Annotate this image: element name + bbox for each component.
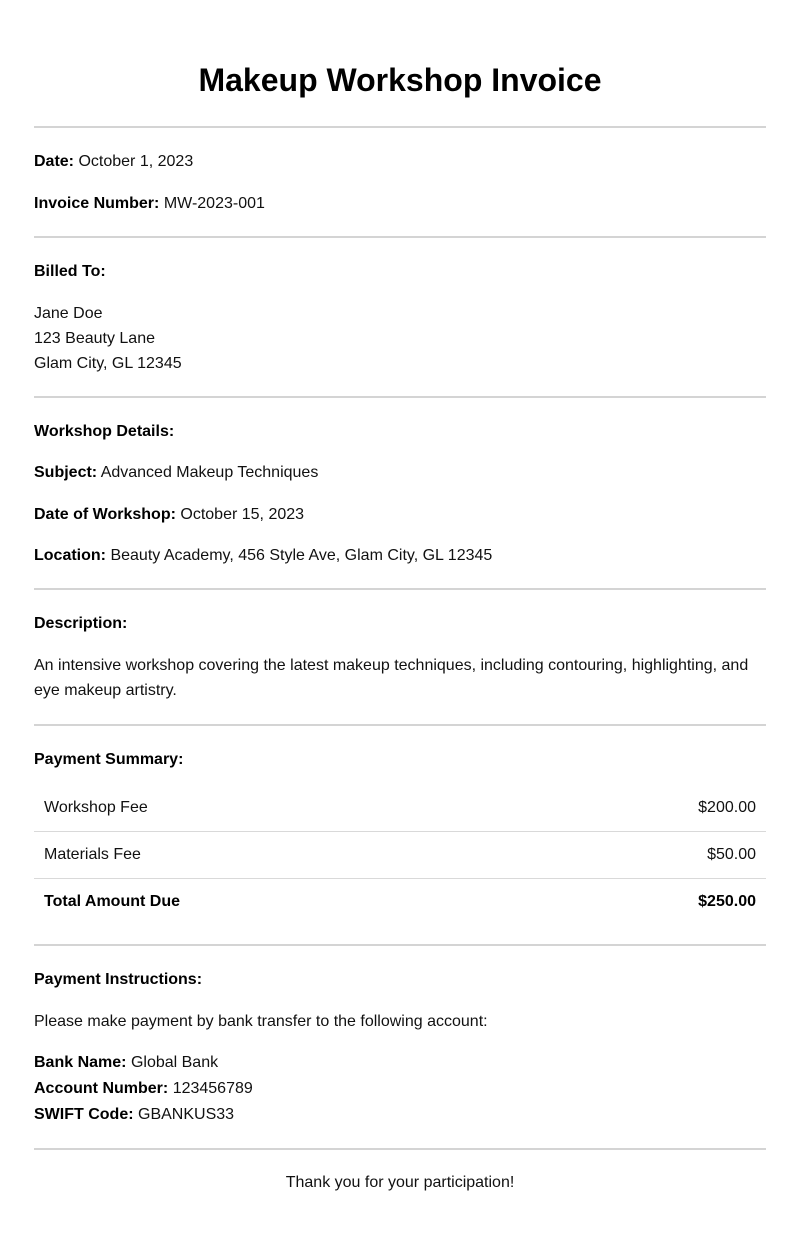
invoice-page <box>34 0 766 1196</box>
billed-to-city: Glam City, GL 12345 <box>34 355 182 372</box>
total-amount: $250.00 <box>698 893 756 911</box>
billed-to-section <box>34 238 766 376</box>
workshop-details-section <box>34 398 766 569</box>
fee-amount: $200.00 <box>522 785 766 832</box>
workshop-location <box>34 543 766 569</box>
account-number <box>34 1076 766 1102</box>
workshop-date <box>34 502 766 528</box>
billed-to-street: 123 Beauty Lane <box>34 330 155 347</box>
workshop-subject-value: Advanced Makeup Techniques <box>100 464 319 481</box>
invoice-number-value: MW-2023-001 <box>163 195 265 212</box>
description-section <box>34 590 766 703</box>
bank-name <box>34 1050 766 1076</box>
billed-to-name: Jane Doe <box>34 305 103 322</box>
bank-name-value: Global Bank <box>130 1054 219 1071</box>
table-row <box>34 785 766 832</box>
invoice-date-value: October 1, 2023 <box>78 153 194 170</box>
payment-summary-heading: Payment Summary: <box>34 751 184 768</box>
invoice-date <box>34 149 766 175</box>
description-heading: Description: <box>34 615 128 632</box>
workshop-subject <box>34 460 766 486</box>
invoice-number <box>34 191 766 217</box>
description-text: An intensive workshop covering the latest makeup techniques, including contouring, highlighting, and eye makeup artistry. <box>34 657 749 699</box>
table-row <box>34 832 766 879</box>
fee-label: Workshop Fee <box>34 785 522 832</box>
swift-code-value: GBANKUS33 <box>138 1106 235 1123</box>
total-label: Total Amount Due <box>44 893 180 911</box>
fee-label: Materials Fee <box>34 832 522 879</box>
billed-to-heading: Billed To: <box>34 263 106 280</box>
invoice-number-label: Invoice Number: <box>34 195 160 212</box>
workshop-location-label: Location: <box>34 547 106 564</box>
workshop-details-heading: Workshop Details: <box>34 423 175 440</box>
workshop-subject-label: Subject: <box>34 464 98 481</box>
divider <box>34 1148 766 1150</box>
workshop-date-value: October 15, 2023 <box>180 506 305 523</box>
payment-instructions-heading: Payment Instructions: <box>34 971 203 988</box>
swift-code-label: SWIFT Code: <box>34 1106 134 1123</box>
bank-name-label: Bank Name: <box>34 1054 127 1071</box>
account-number-label: Account Number: <box>34 1080 169 1097</box>
payment-instructions-intro: Please make payment by bank transfer to the following account: <box>34 1013 488 1030</box>
fee-amount: $50.00 <box>522 832 766 879</box>
total-row <box>34 879 766 926</box>
invoice-date-label: Date: <box>34 153 75 170</box>
thank-you-message: Thank you for your participation! <box>285 1174 515 1191</box>
account-number-value: 123456789 <box>172 1080 253 1097</box>
page-title: Makeup Workshop Invoice <box>198 62 602 98</box>
workshop-location-value: Beauty Academy, 456 Style Ave, Glam City, GL 12345 <box>110 547 493 564</box>
payment-instructions-section <box>34 946 766 1128</box>
payment-summary-section <box>34 726 766 925</box>
invoice-meta <box>34 128 766 217</box>
payment-summary-table <box>34 785 766 925</box>
swift-code <box>34 1102 766 1128</box>
workshop-date-label: Date of Workshop: <box>34 506 176 523</box>
